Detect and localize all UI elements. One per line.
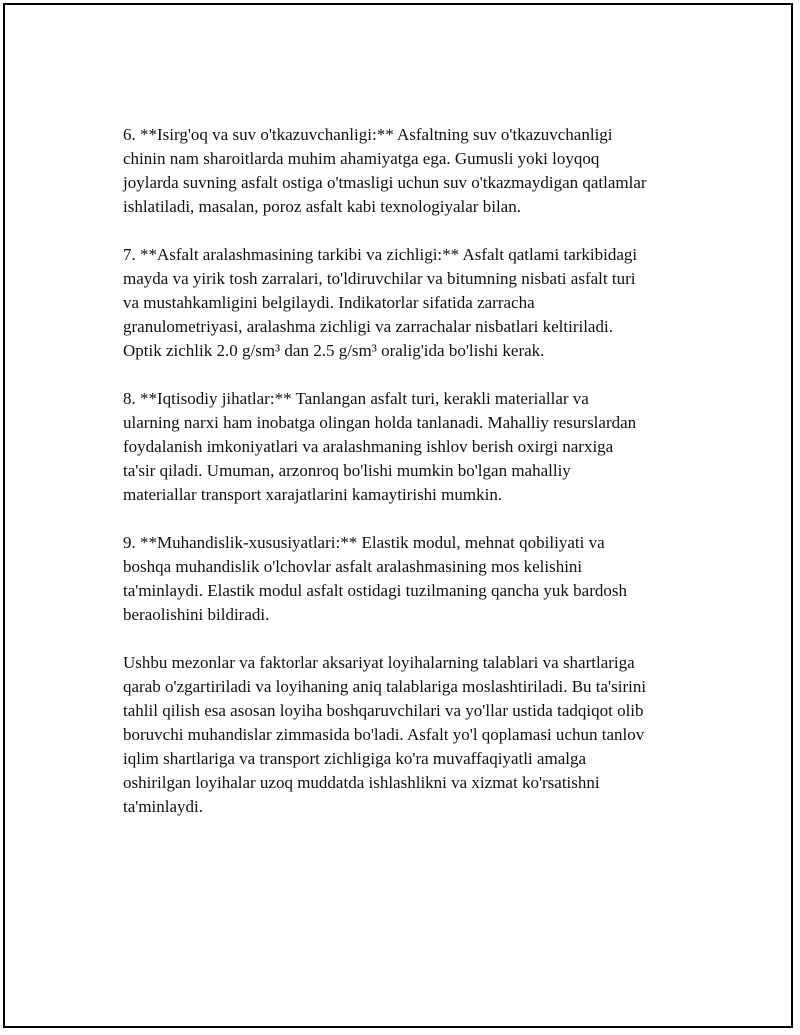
page-frame (3, 3, 793, 1028)
text-line: 6. **Isirg'oq va suv o'tkazuvchanligi:** Asfaltning suv o'tkazuvchanligi (123, 125, 613, 144)
paragraph-item-7 (123, 243, 703, 363)
text-line: joylarda suvning asfalt ostiga o'tmasligi uchun suv o'tkazmaydigan qatlamlar (123, 173, 647, 192)
text-line: Optik zichlik 2.0 g/sm³ dan 2.5 g/sm³ oralig'ida bo'lishi kerak. (123, 341, 545, 360)
text-line: qarab o'zgartiriladi va loyihaning aniq talablariga moslashtiriladi. Bu ta'sirini (123, 677, 647, 696)
text-line: iqlim shartlariga va transport zichligiga ko'ra muvaffaqiyatli amalga (123, 749, 587, 768)
text-line: ta'minlaydi. Elastik modul asfalt ostidagi tuzilmaning qancha yuk bardosh (123, 581, 627, 600)
text-line: ularning narxi ham inobatga olingan holda tanlanadi. Mahalliy resurslardan (123, 413, 637, 432)
text-line: chinin nam sharoitlarda muhim ahamiyatga ega. Gumusli yoki loyqoq (123, 149, 600, 168)
text-line: beraolishini bildiradi. (123, 605, 270, 624)
text-line: va mustahkamligini belgilaydi. Indikatorlar sifatida zarracha (123, 293, 535, 312)
text-line: boshqa muhandislik o'lchovlar asfalt aralashmasining mos kelishini (123, 557, 583, 576)
text-line: granulometriyasi, aralashma zichligi va zarrachalar nisbatlari keltiriladi. (123, 317, 613, 336)
paragraph-item-9 (123, 531, 703, 627)
text-line: ishlatiladi, masalan, poroz asfalt kabi texnologiyalar bilan. (123, 197, 521, 216)
paragraph-conclusion (123, 651, 703, 819)
text-line: oshirilgan loyihalar uzoq muddatda ishlashlikni va xizmat ko'rsatishni (123, 773, 600, 792)
text-line: 9. **Muhandislik-xususiyatlari:** Elastik modul, mehnat qobiliyati va (123, 533, 605, 552)
text-line: ta'sir qiladi. Umuman, arzonroq bo'lishi mumkin bo'lgan mahalliy (123, 461, 571, 480)
text-line: Ushbu mezonlar va faktorlar aksariyat loyihalarning talablari va shartlariga (123, 653, 635, 672)
text-line: foydalanish imkoniyatlari va aralashmaning ishlov berish oxirgi narxiga (123, 437, 614, 456)
text-line: materiallar transport xarajatlarini kamaytirishi mumkin. (123, 485, 503, 504)
paragraph-item-6 (123, 123, 703, 219)
text-line: 7. **Asfalt aralashmasining tarkibi va zichligi:** Asfalt qatlami tarkibidagi (123, 245, 638, 264)
document-body (123, 123, 703, 843)
text-line: boruvchi muhandislar zimmasida bo'ladi. Asfalt yo'l qoplamasi uchun tanlov (123, 725, 645, 744)
text-line: 8. **Iqtisodiy jihatlar:** Tanlangan asfalt turi, kerakli materiallar va (123, 389, 589, 408)
text-line: ta'minlaydi. (123, 797, 204, 816)
paragraph-item-8 (123, 387, 703, 507)
text-line: mayda va yirik tosh zarralari, to'ldiruvchilar va bitumning nisbati asfalt turi (123, 269, 636, 288)
text-line: tahlil qilish esa asosan loyiha boshqaruvchilari va yo'llar ustida tadqiqot olib (123, 701, 644, 720)
